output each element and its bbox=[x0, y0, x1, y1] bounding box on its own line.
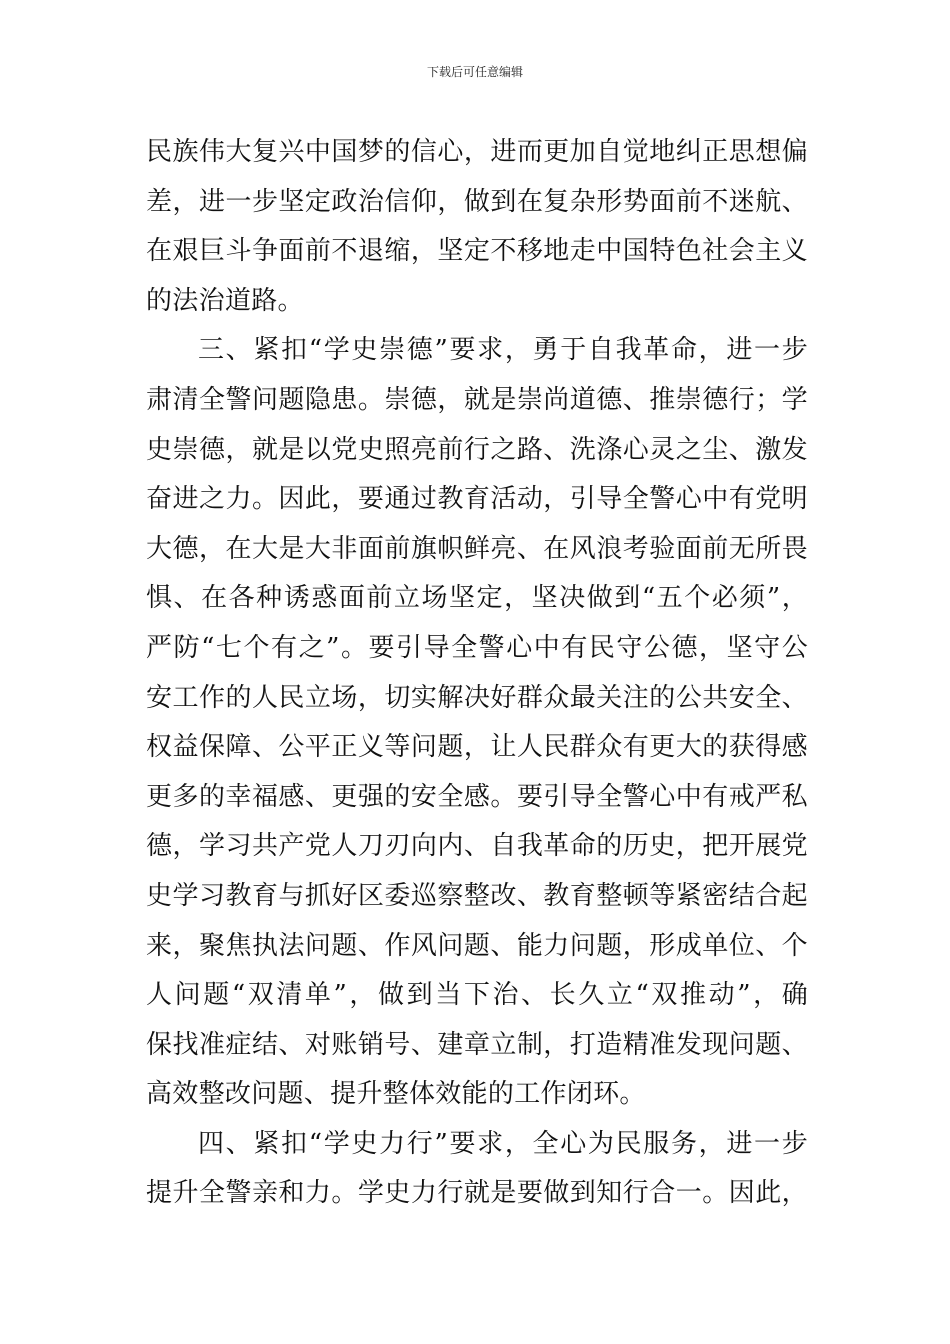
text-line: 安工作的人民立场，切实解决好群众最关注的公共安全、 bbox=[146, 682, 808, 713]
text-line: 高效整改问题、提升整体效能的工作闭环。 bbox=[146, 1079, 646, 1110]
text-line: 权益保障、公平正义等问题，让人民群众有更大的获得感 bbox=[146, 732, 808, 763]
text-line: 德，学习共产党人刀刃向内、自我革命的历史，把开展党 bbox=[146, 831, 808, 862]
text-line: 肃清全警问题隐患。崇德，就是崇尚道德、推崇德行；学 bbox=[146, 384, 808, 415]
text-line: 严防“七个有之”。要引导全警心中有民守公德，坚守公 bbox=[146, 632, 808, 663]
text-line: 差，进一步坚定政治信仰，做到在复杂形势面前不迷航、 bbox=[146, 186, 808, 217]
text-line: 来，聚焦执法问题、作风问题、能力问题，形成单位、个 bbox=[146, 930, 808, 961]
text-line: 三、紧扣“学史崇德”要求，勇于自我革命，进一步 bbox=[198, 335, 808, 366]
text-line: 提升全警亲和力。学史力行就是要做到知行合一。因此， bbox=[146, 1178, 808, 1209]
text-line: 的法治道路。 bbox=[146, 285, 304, 316]
text-line: 史崇德，就是以党史照亮前行之路、洗涤心灵之尘、激发 bbox=[146, 434, 808, 465]
text-line: 更多的幸福感、更强的安全感。要引导全警心中有戒严私 bbox=[146, 781, 808, 812]
text-line: 惧、在各种诱惑面前立场坚定，坚决做到“五个必须”， bbox=[146, 583, 808, 614]
text-line: 史学习教育与抓好区委巡察整改、教育整顿等紧密结合起 bbox=[146, 880, 808, 911]
text-line: 在艰巨斗争面前不退缩，坚定不移地走中国特色社会主义 bbox=[146, 236, 808, 267]
text-line: 民族伟大复兴中国梦的信心，进而更加自觉地纠正思想偏 bbox=[146, 137, 808, 167]
text-line: 四、紧扣“学史力行”要求，全心为民服务，进一步 bbox=[198, 1128, 808, 1159]
text-line: 人问题“双清单”，做到当下治、长久立“双推动”，确 bbox=[146, 980, 808, 1011]
document-body bbox=[146, 128, 808, 1219]
text-line: 大德，在大是大非面前旗帜鲜亮、在风浪考验面前无所畏 bbox=[146, 533, 808, 564]
text-line: 保找准症结、对账销号、建章立制，打造精准发现问题、 bbox=[146, 1029, 808, 1060]
text-line: 奋进之力。因此，要通过教育活动，引导全警心中有党明 bbox=[146, 484, 808, 515]
page-header: 下载后可任意编辑 bbox=[426, 65, 523, 79]
